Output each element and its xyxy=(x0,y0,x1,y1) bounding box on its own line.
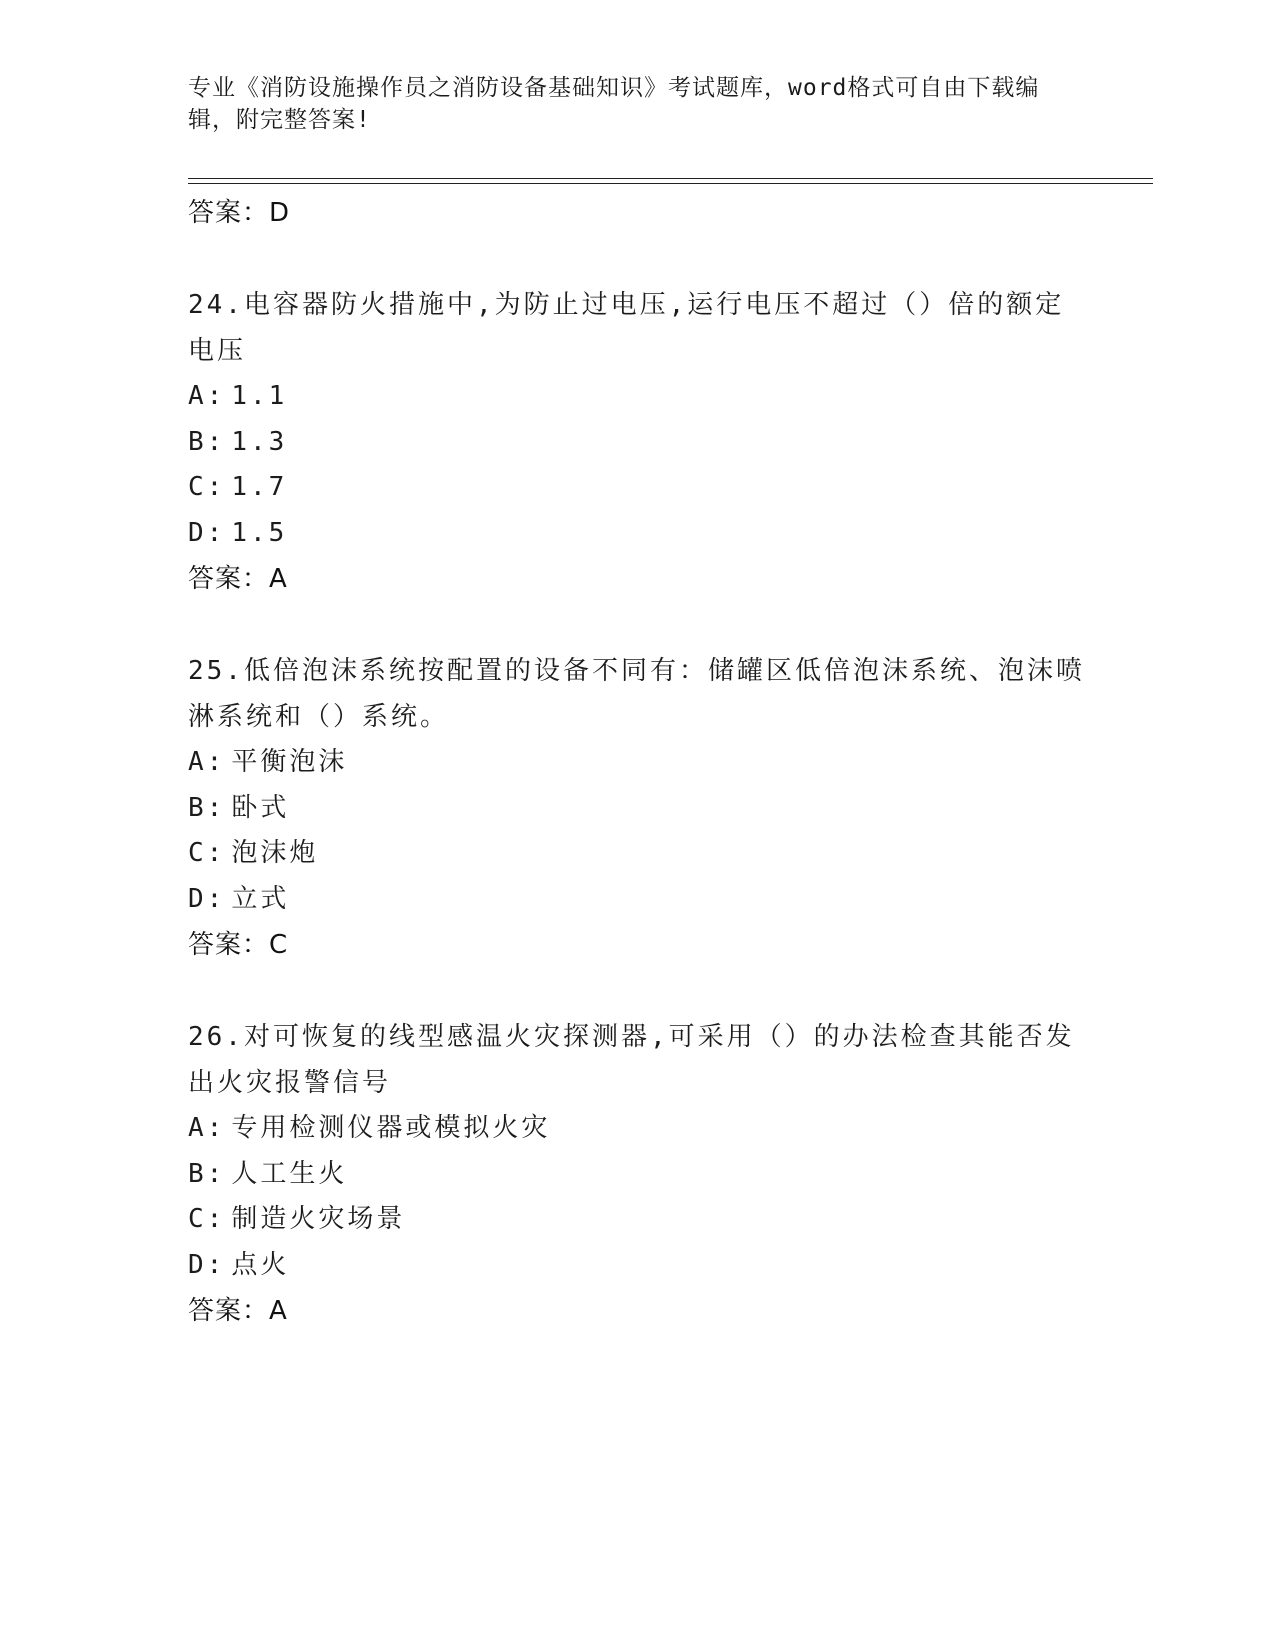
answer-line: 答案：A xyxy=(188,564,288,594)
option-key: A: xyxy=(188,747,226,777)
option-value: 制造火灾场景 xyxy=(231,1204,406,1234)
option-c xyxy=(188,831,1088,877)
option-key: C: xyxy=(188,1204,226,1234)
option-value: 卧式 xyxy=(231,792,290,823)
option-a xyxy=(188,740,1088,786)
option-value: 1.5 xyxy=(231,517,288,548)
option-key: D: xyxy=(188,517,226,548)
option-d xyxy=(188,877,1088,923)
answer-line: 答案：C xyxy=(188,930,289,960)
header-divider-top xyxy=(188,178,1153,179)
option-key: A: xyxy=(188,1113,226,1143)
answer-line: 答案：A xyxy=(188,1296,288,1326)
question-25 xyxy=(188,648,1088,968)
question-text: 24.电容器防火措施中,为防止过电压,运行电压不超过（）倍的额定电压 xyxy=(188,290,1065,366)
option-key: D: xyxy=(188,883,226,914)
option-d xyxy=(188,1243,1088,1289)
option-key: A: xyxy=(188,381,226,411)
option-value: 1.1 xyxy=(231,381,288,411)
option-value: 点火 xyxy=(231,1249,290,1280)
option-b xyxy=(188,420,1088,466)
option-value: 1.7 xyxy=(231,472,288,502)
option-c xyxy=(188,465,1088,511)
option-key: B: xyxy=(188,1158,226,1189)
question-text: 25.低倍泡沫系统按配置的设备不同有：储罐区低倍泡沫系统、泡沫喷淋系统和（）系统。 xyxy=(188,656,1085,732)
option-b xyxy=(188,1152,1088,1198)
option-key: D: xyxy=(188,1249,226,1280)
option-value: 平衡泡沫 xyxy=(231,747,348,777)
question-24 xyxy=(188,282,1088,602)
option-a xyxy=(188,374,1088,420)
question-list xyxy=(188,190,1088,1334)
option-value: 立式 xyxy=(231,883,290,914)
option-b xyxy=(188,786,1088,832)
option-value: 泡沫炮 xyxy=(231,838,319,868)
question-text: 26.对可恢复的线型感温火灾探测器,可采用（）的办法检查其能否发出火灾报警信号 xyxy=(188,1022,1075,1098)
option-value: 1.3 xyxy=(231,426,288,457)
header-divider-bottom xyxy=(188,183,1153,184)
option-value: 人工生火 xyxy=(231,1158,348,1189)
option-c xyxy=(188,1197,1088,1243)
option-key: B: xyxy=(188,792,226,823)
option-d xyxy=(188,511,1088,557)
document-header: 专业《消防设施操作员之消防设备基础知识》考试题库，word格式可自由下载编辑，附完整答案! xyxy=(188,75,1040,133)
option-value: 专用检测仪器或模拟火灾 xyxy=(231,1113,551,1143)
option-key: C: xyxy=(188,472,226,502)
answer-line: 答案：D xyxy=(188,198,291,228)
option-key: C: xyxy=(188,838,226,868)
question-26 xyxy=(188,1014,1088,1334)
option-key: B: xyxy=(188,426,226,457)
option-a xyxy=(188,1106,1088,1152)
